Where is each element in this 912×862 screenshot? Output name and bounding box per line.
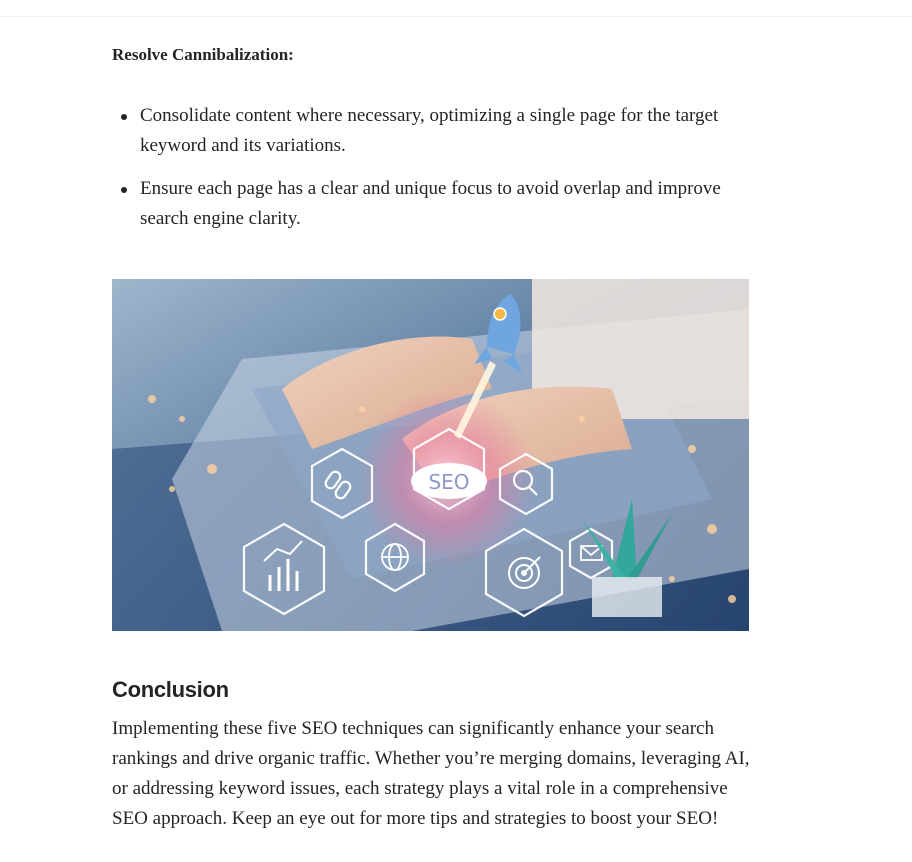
list-item: Ensure each page has a clear and unique focus to avoid overlap and improve search engine clarity. xyxy=(140,174,752,234)
list-item: Consolidate content where necessary, optimizing a single page for the target keyword and its variations. xyxy=(140,101,752,161)
article-hero-image xyxy=(112,279,749,631)
conclusion-heading: Conclusion xyxy=(112,677,229,702)
conclusion-paragraph: Implementing these five SEO techniques can significantly enhance your search rankings and drive organic traffic. Whether you’re merging domains, leveraging AI, or addressing keyword issues, each strategy plays a vital role in a comprehensive SEO approach. Keep an eye out for more tips and strategies to boost your SEO! xyxy=(112,718,750,829)
seo-label: SEO xyxy=(428,470,470,494)
header-divider xyxy=(0,16,912,17)
section-subheading: Resolve Cannibalization: xyxy=(112,45,294,64)
bullet-list xyxy=(112,101,752,247)
